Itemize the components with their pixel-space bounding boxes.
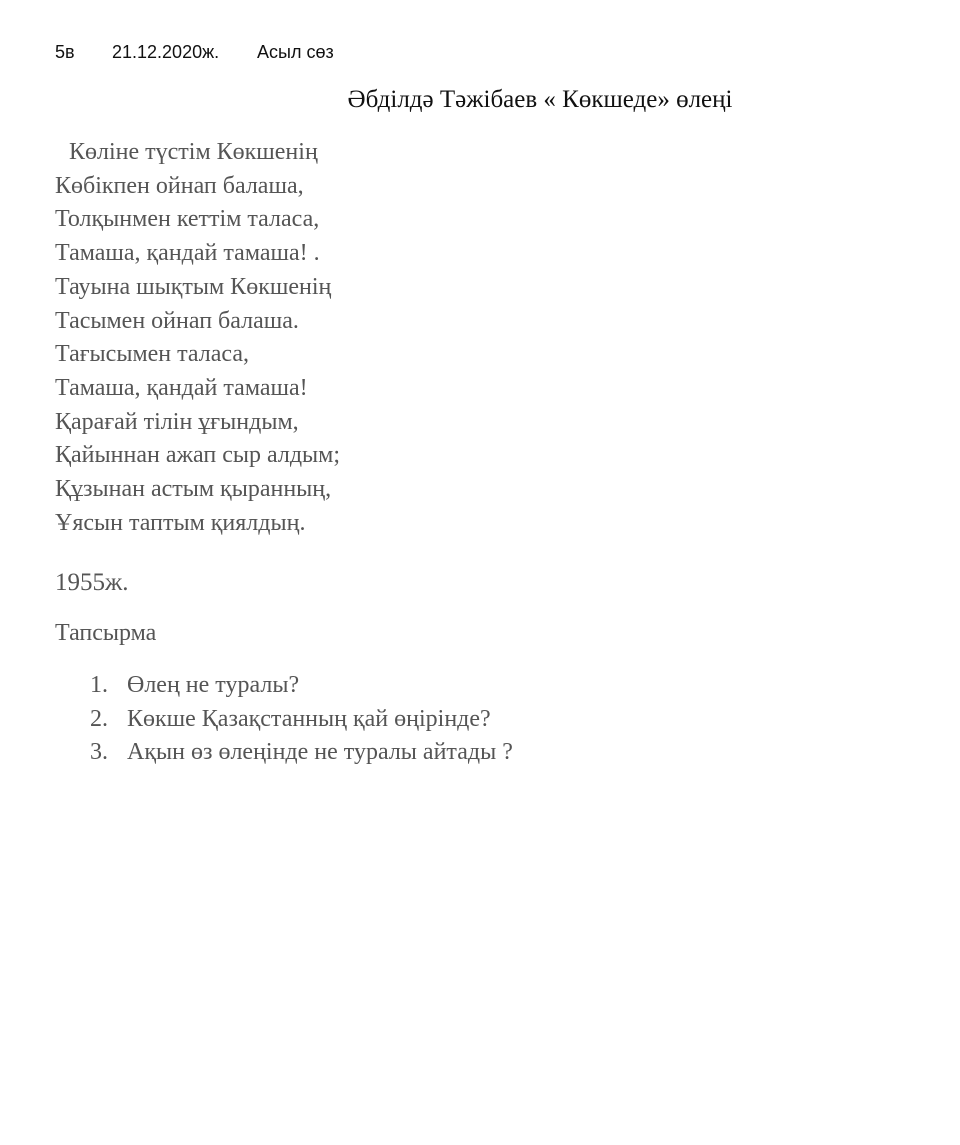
task-item [90, 736, 513, 770]
tasks-heading: Тапсырма [55, 620, 157, 646]
class-label: 5в [55, 42, 75, 62]
task-item [90, 669, 513, 703]
poem-line: Тасымен ойнап балаша. [55, 307, 299, 334]
task-number: 2. [90, 705, 108, 732]
subject-label: Асыл сөз [257, 42, 334, 62]
task-number: 1. [90, 672, 108, 698]
poem-line: Көліне түстім Көкшенің [69, 139, 318, 165]
poem-line: Тауына шықтым Көкшенің [55, 273, 332, 300]
poem-line: Тамаша, қандай тамаша! [55, 374, 308, 401]
task-list [90, 669, 513, 770]
document-header [55, 42, 334, 63]
poem-line: Ұясын таптым қиялдың. [55, 509, 306, 536]
poem-line: Толқынмен кеттім таласа, [55, 206, 320, 233]
task-text: Өлең не туралы? [127, 672, 300, 698]
poem-line: Тамаша, қандай тамаша! . [55, 240, 320, 267]
poem-line: Құзынан астым қыранның, [55, 476, 332, 503]
poem-line: Қарағай тілін ұғындым, [55, 408, 299, 435]
poem-title: Әбділдә Тәжібаев « Көкшеде» өлеңі [347, 86, 733, 113]
task-text: Ақын өз өлеңінде не туралы айтады ? [127, 739, 513, 765]
task-item [90, 703, 513, 737]
poem-year: 1955ж. [55, 569, 129, 596]
poem-text [55, 136, 340, 540]
task-text: Көкше Қазақстанның қай өңірінде? [127, 705, 491, 732]
poem-line: Көбікпен ойнап балаша, [55, 172, 304, 199]
task-number: 3. [90, 739, 108, 765]
lesson-date: 21.12.2020ж. [112, 42, 220, 62]
poem-line: Қайыннан ажап сыр алдым; [55, 442, 341, 469]
poem-line: Тағысымен таласа, [55, 341, 250, 368]
